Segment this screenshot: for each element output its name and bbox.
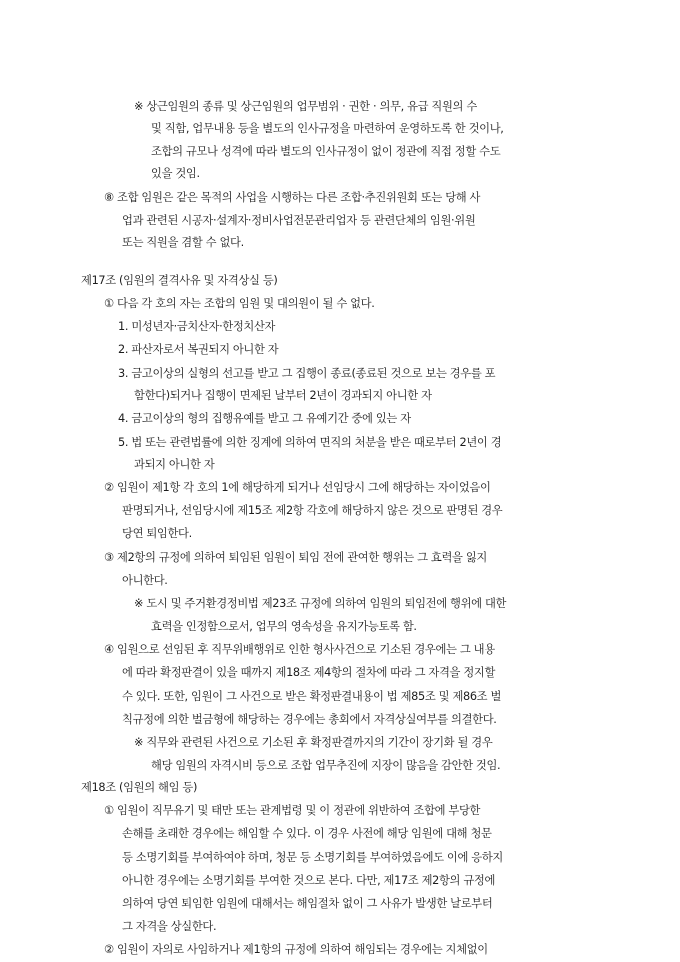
article-heading-17: 제17조 (임원의 결격사유 및 자격상실 등) xyxy=(81,274,278,287)
item-line: 4. 금고이상의 형의 집행유예를 받고 그 유예기간 중에 있는 자 xyxy=(118,412,411,425)
clause-line: 칙규정에 의한 벌금형에 해당하는 경우에는 총회에서 자격상실여부를 의결한다. xyxy=(122,713,497,726)
item-line: 함한다)되거나 집행이 면제된 날부터 2년이 경과되지 아니한 자 xyxy=(134,389,432,402)
note-line: ※ 상근임원의 종류 및 상근임원의 업무범위 · 권한 · 의무, 유급 직원의 수 xyxy=(134,100,477,113)
clause-line: 의하여 당연 퇴임한 임원에 대해서는 해임절차 없이 그 사유가 발생한 날로부터 xyxy=(122,897,493,910)
clause-line: ① 다음 각 호의 자는 조합의 임원 및 대의원이 될 수 없다. xyxy=(104,297,375,310)
note-line: ※ 도시 및 주거환경정비법 제23조 규정에 의하여 임원의 퇴임전에 행위에 대한 xyxy=(134,597,507,610)
clause-line: 또는 직원을 겸할 수 없다. xyxy=(122,236,244,249)
item-line: 5. 법 또는 관련법률에 의한 징계에 의하여 면직의 처분을 받은 때로부터 2년이 경 xyxy=(118,436,502,449)
clause-line: 수 있다. 또한, 임원이 그 사건으로 받은 확정판결내용이 법 제85조 및 제86조 벌 xyxy=(122,690,502,703)
note-line: 있을 것임. xyxy=(151,167,200,180)
note-line: ※ 직무와 관련된 사건으로 기소된 후 확정판결까지의 기간이 장기화 될 경우 xyxy=(134,736,493,749)
clause-line: 당연 퇴임한다. xyxy=(122,527,192,540)
item-line: 1. 미성년자·금치산자·한정치산자 xyxy=(118,320,276,333)
clause-line: ⑧ 조합 임원은 같은 목적의 사업을 시행하는 다른 조합·추진위원회 또는 당해 사 xyxy=(104,191,481,204)
item-line: 2. 파산자로서 복권되지 아니한 자 xyxy=(118,343,279,356)
item-line: 과되지 아니한 자 xyxy=(134,458,215,471)
clause-line: ① 임원이 직무유기 및 태만 또는 관계법령 및 이 정관에 위반하여 조합에 부당한 xyxy=(104,804,481,817)
note-line: 조합의 규모나 성격에 따라 별도의 인사규정이 없이 정관에 직접 정할 수도 xyxy=(151,145,501,158)
clause-line: ④ 임원으로 선임된 후 직무위배행위로 인한 형사사건으로 기소된 경우에는 그 내용 xyxy=(104,643,495,656)
clause-line: ③ 제2항의 규정에 의하여 퇴임된 임원이 퇴임 전에 관여한 행위는 그 효력을 잃지 xyxy=(104,551,487,564)
clause-line: ② 임원이 자의로 사임하거나 제1항의 규정에 의하여 해임되는 경우에는 지체없이 xyxy=(104,943,488,956)
clause-line: 손해를 초래한 경우에는 해임할 수 있다. 이 경우 사전에 해당 임원에 대해 청문 xyxy=(122,827,492,840)
clause-line: 아니한다. xyxy=(122,574,168,587)
clause-line: 에 따라 확정판결이 있을 때까지 제18조 제4항의 절차에 따라 그 자격을 정지할 xyxy=(122,666,496,679)
clause-line: 아니한 경우에는 소명기회를 부여한 것으로 본다. 다만, 제17조 제2항의 규정에 xyxy=(122,874,496,887)
article-heading-18: 제18조 (임원의 해임 등) xyxy=(81,781,198,794)
clause-line: 업과 관련된 시공자·설계자·정비사업전문관리업자 등 관련단체의 임원·위원 xyxy=(122,214,476,227)
clause-line: 등 소명기회를 부여하여야 하며, 청문 등 소명기회를 부여하였음에도 이에 응하지 xyxy=(122,851,503,864)
clause-line: 그 자격을 상실한다. xyxy=(122,920,217,933)
note-line: 및 직함, 업무내용 등을 별도의 인사규정을 마련하여 운영하도록 한 것이나, xyxy=(151,122,504,135)
note-line: 효력을 인정함으로서, 업무의 영속성을 유지가능토록 함. xyxy=(151,620,417,633)
item-line: 3. 금고이상의 실형의 선고를 받고 그 집행이 종료(종료된 것으로 보는 경우를 포 xyxy=(118,367,496,380)
clause-line: ② 임원이 제1항 각 호의 1에 해당하게 되거나 선임당시 그에 해당하는 자이었음이 xyxy=(104,481,491,494)
note-line: 해당 임원의 자격시비 등으로 조합 업무추진에 지장이 많음을 감안한 것임. xyxy=(151,759,501,772)
clause-line: 판명되거나, 선임당시에 제15조 제2항 각호에 해당하지 않은 것으로 판명된 경우 xyxy=(122,504,503,517)
